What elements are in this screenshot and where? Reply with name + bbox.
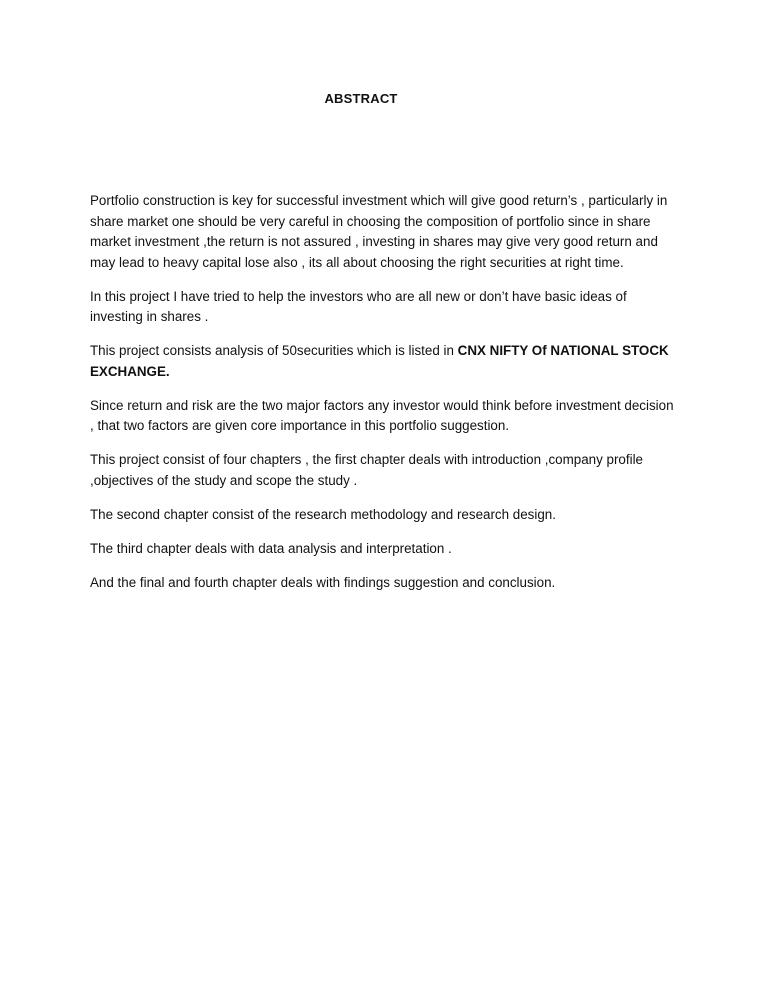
paragraph-project-scope-text: This project consists analysis of 50securities which is listed in <box>90 343 458 358</box>
paragraph-project-scope <box>90 341 680 382</box>
paragraph-project-purpose: In this project I have tried to help the investors who are all new or don’t have basic ideas of investing in shares . <box>90 288 627 324</box>
paragraph-return-risk: Since return and risk are the two major factors any investor would think before investment decision , that two factors are given core importance in this portfolio suggestion. <box>90 397 674 433</box>
abstract-body <box>90 191 680 607</box>
paragraph-chapter-three: The third chapter deals with data analysis and interpretation . <box>90 540 452 556</box>
paragraph-chapter-four: And the final and fourth chapter deals with findings suggestion and conclusion. <box>90 574 556 590</box>
paragraph-chapter-two: The second chapter consist of the research methodology and research design. <box>90 506 556 522</box>
paragraph-portfolio-construction: Portfolio construction is key for successful investment which will give good return’s , particularly in share market one should be very careful in choosing the composition of portfolio since in share market investment ,the return is not assured , investing in shares may give very good return and may lead to heavy capital lose also , its all about choosing the right securities at right time. <box>90 193 668 270</box>
paragraph-chapter-one: This project consist of four chapters , the first chapter deals with introduction ,company profile ,objectives of the study and scope the study . <box>90 452 643 488</box>
exchange-name: CNX NIFTY Of NATIONAL STOCK EXCHANGE. <box>90 343 669 379</box>
page-title: ABSTRACT <box>324 91 398 106</box>
